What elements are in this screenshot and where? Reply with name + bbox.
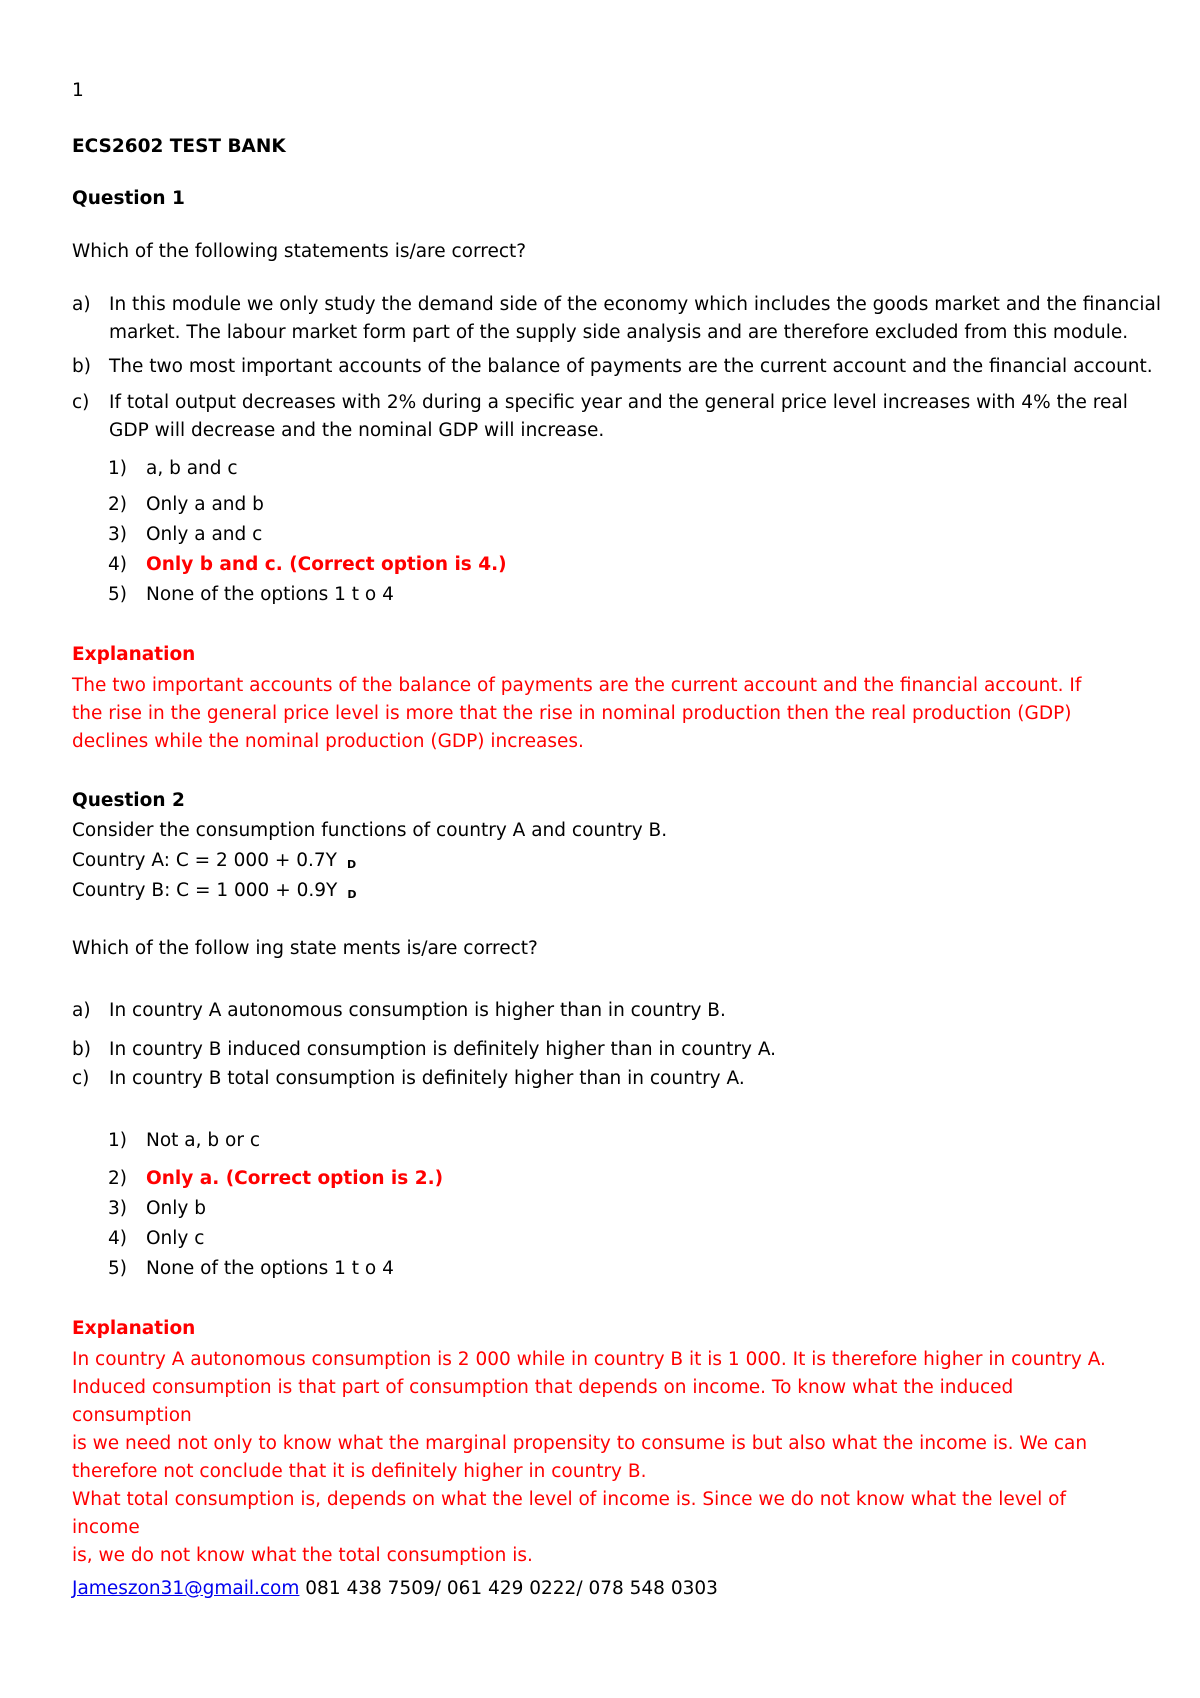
- explanation-line: is, we do not know what the total consumption is.: [72, 1545, 533, 1566]
- function-text: Country B: C = 1 000 + 0.9Y: [72, 880, 338, 901]
- statement-text-line: GDP will decrease and the nominal GDP will increase.: [109, 420, 605, 441]
- statement-label: c): [72, 1068, 90, 1089]
- option-label: 5): [108, 1258, 127, 1279]
- statement-text-line: market. The labour market form part of the supply side analysis and are therefore excluded from this module.: [109, 322, 1129, 343]
- explanation-line: declines while the nominal production (GDP) increases.: [72, 731, 584, 752]
- option-text: None of the options 1 t o 4: [146, 1258, 394, 1279]
- question-1-heading: Question 1: [72, 188, 185, 209]
- function-subscript: D: [346, 858, 357, 871]
- page-number: 1: [72, 80, 84, 101]
- option-label: 1): [108, 458, 127, 479]
- option-label: 5): [108, 584, 127, 605]
- question-1-explanation-heading: Explanation: [72, 644, 196, 665]
- statement-label: b): [72, 356, 91, 377]
- function-text: Country A: C = 2 000 + 0.7Y: [72, 850, 337, 871]
- statement-text-line: If total output decreases with 2% during a specific year and the general price level increases with 4% the real: [109, 392, 1128, 413]
- statement-text: In country B total consumption is definitely higher than in country A.: [109, 1068, 745, 1089]
- explanation-line: In country A autonomous consumption is 2 000 while in country B it is 1 000. It is therefore higher in country A.: [72, 1349, 1106, 1370]
- option-label: 1): [108, 1130, 127, 1151]
- question-2-prompt: Which of the follow ing state ments is/are correct?: [72, 938, 538, 959]
- option-text-correct: Only b and c. (Correct option is 4.): [146, 554, 507, 575]
- explanation-line: therefore not conclude that it is definitely higher in country B.: [72, 1461, 647, 1482]
- explanation-line: the rise in the general price level is more that the rise in nominal production then the real production (GDP): [72, 703, 1072, 724]
- consumption-function-a: [72, 850, 356, 871]
- question-2-intro: Consider the consumption functions of country A and country B.: [72, 820, 668, 841]
- option-text: None of the options 1 t o 4: [146, 584, 394, 605]
- document-title: ECS2602 TEST BANK: [72, 136, 286, 157]
- explanation-line: What total consumption is, depends on what the level of income is. Since we do not know what the level of income: [72, 1489, 1066, 1538]
- function-subscript: D: [347, 888, 357, 901]
- option-text-correct: Only a. (Correct option is 2.): [146, 1168, 444, 1189]
- explanation-line: is we need not only to know what the marginal propensity to consume is but also what the income is. We can: [72, 1433, 1088, 1454]
- question-2-explanation-heading: Explanation: [72, 1318, 196, 1339]
- statement-label: b): [72, 1039, 91, 1060]
- footer: [72, 1578, 718, 1599]
- option-text: Not a, b or c: [146, 1130, 260, 1151]
- option-label: 3): [108, 524, 127, 545]
- statement-text: In country B induced consumption is definitely higher than in country A.: [109, 1039, 777, 1060]
- question-2-heading: Question 2: [72, 790, 185, 811]
- explanation-line: The two important accounts of the balance of payments are the current account and the financial account. If: [72, 675, 1082, 696]
- option-text: a, b and c: [146, 458, 238, 479]
- option-label: 2): [108, 494, 127, 515]
- statement-label: c): [72, 392, 90, 413]
- statement-text-line: The two most important accounts of the balance of payments are the current account and the financial account.: [109, 356, 1153, 377]
- footer-phone-numbers: 081 438 7509/ 061 429 0222/ 078 548 0303: [299, 1578, 718, 1599]
- question-2-explanation: [72, 1346, 1132, 1570]
- statement-label: a): [72, 294, 91, 315]
- option-text: Only c: [146, 1228, 205, 1249]
- option-label: 4): [108, 1228, 127, 1249]
- option-text: Only a and b: [146, 494, 264, 515]
- option-label: 4): [108, 554, 127, 575]
- option-label: 2): [108, 1168, 127, 1189]
- statement-text: In country A autonomous consumption is higher than in country B.: [109, 1000, 726, 1021]
- consumption-function-b: [72, 880, 356, 901]
- option-text: Only a and c: [146, 524, 263, 545]
- option-text: Only b: [146, 1198, 206, 1219]
- statement-label: a): [72, 1000, 91, 1021]
- question-1-prompt: Which of the following statements is/are correct?: [72, 241, 527, 262]
- explanation-line: Induced consumption is that part of consumption that depends on income. To know what the induced consumption: [72, 1377, 1014, 1426]
- option-label: 3): [108, 1198, 127, 1219]
- statement-text-line: In this module we only study the demand side of the economy which includes the goods market and the financial: [109, 294, 1161, 315]
- question-1-explanation: [72, 672, 1132, 756]
- footer-email-link[interactable]: Jameszon31@gmail.com: [72, 1578, 300, 1599]
